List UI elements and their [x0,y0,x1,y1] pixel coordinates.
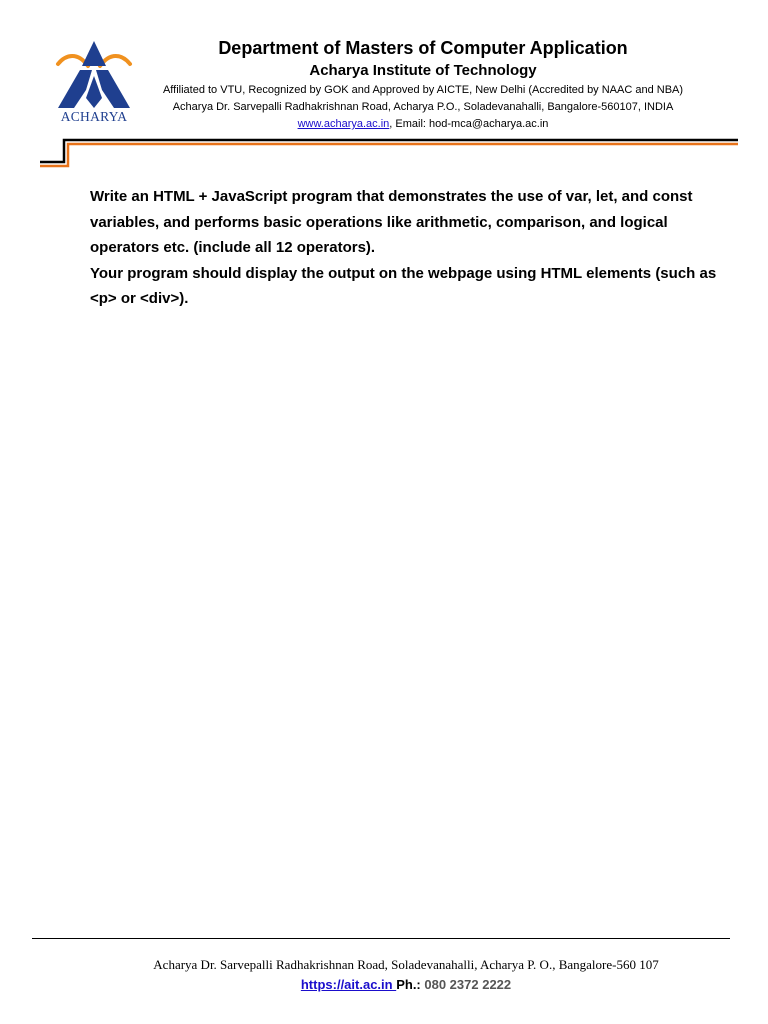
department-title: Department of Masters of Computer Application [218,38,628,58]
footer-website-link[interactable]: https://ait.ac.in [300,977,397,992]
acharya-logo [52,38,136,130]
logo-wordmark: ACHARYA [60,109,128,124]
header-divider [38,138,740,168]
footer-divider [32,938,730,939]
email-text: , Email: hod-mca@acharya.ac.in [389,118,549,130]
footer-contact [0,976,768,993]
institute-title: Acharya Institute of Technology [309,62,537,79]
contact-line [140,116,706,133]
phone-number: 080 2372 2222 [424,977,512,992]
acharya-logo-emblem [52,38,136,110]
affiliation-line: Affiliated to VTU, Recognized by GOK and Approved by AICTE, New Delhi (Accredited by NAAC and NBA) [162,84,684,96]
letterhead [140,36,706,133]
website-link[interactable]: www.acharya.ac.in [297,118,390,130]
assignment-text [90,184,720,312]
question-paragraph: Write an HTML + JavaScript program that demonstrates the use of var, let, and const variables, and performs basic operations like arithmetic, comparison, and logical operators etc. (include all 12 operators). [90,188,693,256]
address-line: Acharya Dr. Sarvepalli Radhakrishnan Road, Acharya P.O., Soladevanahalli, Bangalore-560107, INDIA [172,101,674,113]
footer-address: Acharya Dr. Sarvepalli Radhakrishnan Road, Soladevanahalli, Acharya P. O., Bangalore-560 107 [153,957,659,972]
output-paragraph: Your program should display the output on the webpage using HTML elements (such as <p> or <div>). [90,264,717,307]
phone-label: Ph.: [396,977,425,992]
